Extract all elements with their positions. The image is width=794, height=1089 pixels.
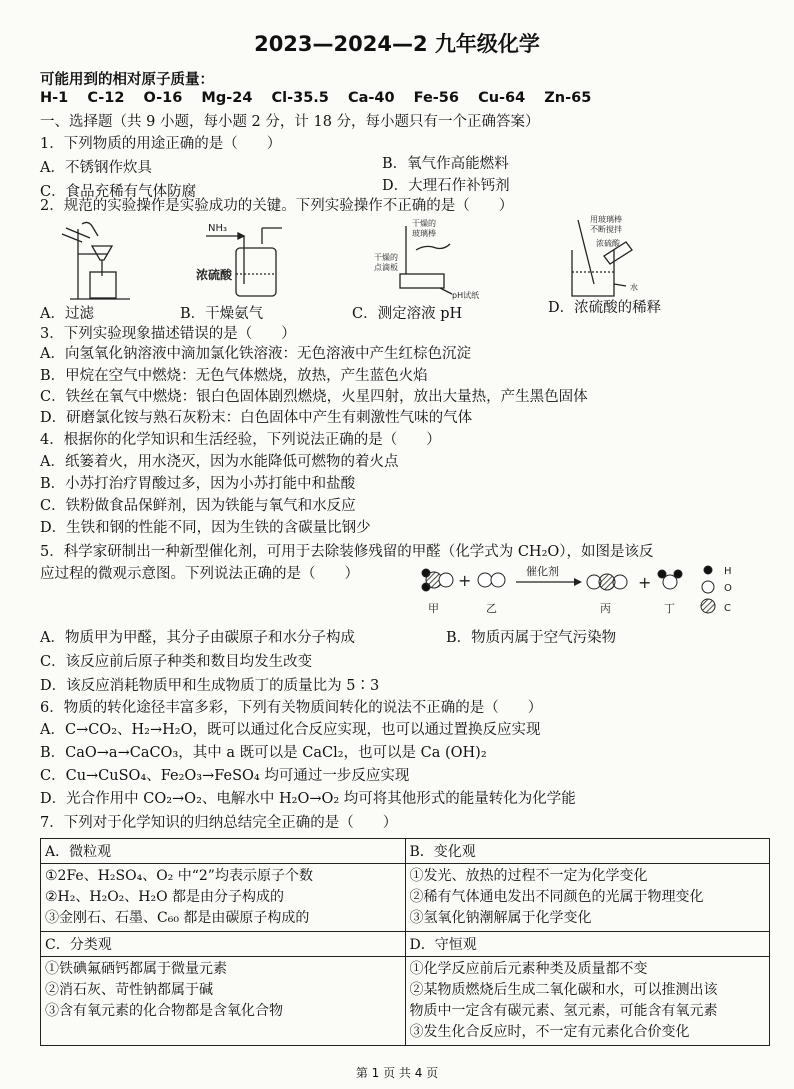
catalyst-label: 催化剂 (526, 565, 559, 578)
q7-d-item-1: ①化学反应前后元素种类及质量都不变 (409, 961, 648, 977)
q2-figures (0, 214, 794, 304)
atom-legend (701, 566, 715, 613)
q1-option-b: B．氧气作高能燃料 (382, 156, 509, 172)
q4-option-c: C．铁粉做食品保鲜剂，因为铁能与氧气和水反应 (40, 498, 356, 514)
label-ding: 丁 (664, 602, 675, 615)
mass-zn: Zn-65 (544, 90, 592, 106)
q2-option-a: A．过滤 (40, 306, 94, 322)
dry-dish-label-1: 干燥的 (374, 253, 398, 262)
stir-label-2: 不断搅拌 (590, 225, 622, 234)
q6-option-a: A．C→CO₂、H₂→H₂O，既可以通过化合反应实现，也可以通过置换反应实现 (40, 722, 541, 738)
q7-head-d: D．守恒观 (405, 932, 770, 957)
mass-cu: Cu-64 (478, 90, 526, 106)
label-yi: 乙 (486, 602, 497, 615)
filtration-figure (62, 222, 130, 299)
q7-b-item-2: ②稀有气体通电发出不同颜色的光属于物理变化 (409, 889, 704, 905)
q7-summary-table (40, 838, 770, 1046)
dry-rod-label-1: 干燥的 (412, 219, 436, 228)
ammonia-gas-label: NH₃ (208, 223, 228, 234)
q5-stem-2: 应过程的微观示意图。下列说法正确的是（ ） (40, 566, 359, 582)
q7-c-item-3: ③含有氧元素的化合物都是含氧化合物 (45, 1003, 283, 1019)
legend-o: O (724, 583, 732, 594)
q7-c-item-2: ②消石灰、苛性钠都属于碱 (45, 982, 213, 998)
q7-cell-d (405, 957, 770, 1046)
mass-h: H-1 (40, 90, 69, 106)
reaction-diagram (0, 560, 794, 620)
q7-d-item-2: ②某物质燃烧后生成二氧化碳和水，可以推测出该 (409, 982, 718, 998)
sulfuric-acid-label: 浓硫酸 (196, 268, 233, 282)
mass-c: C-12 (87, 90, 125, 106)
molecule-bing (587, 574, 627, 590)
q4-option-d: D．生铁和钢的性能不同，因为生铁的含碳量比钢少 (40, 520, 371, 536)
page-footer: 第 1 页 共 4 页 (355, 1066, 439, 1080)
q4-option-b: B．小苏打治疗胃酸过多，因为小苏打能中和盐酸 (40, 476, 356, 492)
stir-label-1: 用玻璃棒 (590, 215, 622, 224)
q1-stem: 1．下列物质的用途正确的是（ ） (40, 136, 282, 152)
legend-h: H (724, 566, 732, 577)
q3-option-d: D．研磨氯化铵与熟石灰粉末：白色固体中产生有刺激性气味的气体 (40, 410, 473, 426)
q2-option-c: C．测定溶液 pH (352, 306, 463, 322)
label-bing: 丙 (600, 602, 611, 615)
q3-option-c: C．铁丝在氧气中燃烧：银白色固体剧烈燃烧，火星四射，放出大量热，产生黑色固体 (40, 389, 588, 405)
q5-stem-1: 5．科学家研制出一种新型催化剂，可用于去除装修残留的甲醛（化学式为 CH₂O），如图是该反 (40, 544, 654, 560)
q7-head-c: C．分类观 (41, 932, 406, 957)
molecule-ding (658, 570, 682, 589)
q7-cell-b (405, 864, 770, 932)
q6-option-b: B．CaO→a→CaCO₃，其中 a 既可以是 CaCl₂，也可以是 Ca (OH)₂ (40, 745, 487, 761)
atomic-mass-label: 可能用到的相对原子质量： (40, 72, 214, 88)
dry-rod-label-2: 玻璃棒 (412, 229, 436, 238)
acid-label: 浓硫酸 (596, 239, 620, 248)
q7-c-item-1: ①铁碘氟硒钙都属于微量元素 (45, 961, 227, 977)
drying-bottle-figure (206, 228, 282, 296)
q7-a-item-3: ③金刚石、石墨、C₆₀ 都是由碳原子构成的 (45, 910, 310, 926)
plus-1: + (458, 571, 472, 590)
molecule-jia (422, 569, 453, 591)
reaction-arrowhead (574, 578, 582, 586)
dry-dish-label-2: 点滴板 (374, 263, 398, 272)
q7-cell-a (41, 864, 406, 932)
q3-option-b: B．甲烷在空气中燃烧：无色气体燃烧，放热，产生蓝色火焰 (40, 368, 428, 384)
q7-a-item-1: ①2Fe、H₂SO₄、O₂ 中“2”均表示原子个数 (45, 868, 313, 884)
mass-fe: Fe-56 (413, 90, 459, 106)
water-label: 水 (630, 283, 638, 292)
mass-o: O-16 (143, 90, 183, 106)
q7-a-item-2: ②H₂、H₂O₂、H₂O 都是由分子构成的 (45, 889, 285, 905)
q2-stem: 2．规范的实验操作是实验成功的关键。下列实验操作不正确的是（ ） (40, 198, 514, 214)
q7-cell-c (41, 957, 406, 1046)
section-heading: 一、选择题（共 9 小题，每小题 2 分，计 18 分，每小题只有一个正确答案） (40, 114, 540, 130)
q4-option-a: A．纸篓着火，用水浇灭，因为水能降低可燃物的着火点 (40, 454, 399, 470)
q5-option-b: B．物质丙属于空气污染物 (446, 630, 617, 646)
q3-option-a: A．向氢氧化钠溶液中滴加氯化铁溶液：无色溶液中产生红棕色沉淀 (40, 346, 471, 362)
q2-option-b: B．干燥氨气 (180, 306, 264, 322)
q6-option-d: D．光合作用中 CO₂→O₂、电解水中 H₂O→O₂ 均可将其他形式的能量转化为化学能 (40, 791, 576, 807)
q7-d-item-4: ③发生化合反应时，不一定有元素化合价变化 (409, 1024, 690, 1040)
q6-option-c: C．Cu→CuSO₄、Fe₂O₃→FeSO₄ 均可通过一步反应实现 (40, 768, 410, 784)
q7-head-a: A．微粒观 (41, 839, 406, 864)
q1-option-d: D．大理石作补钙剂 (382, 178, 510, 194)
q5-option-a: A．物质甲为甲醛，其分子由碳原子和水分子构成 (40, 630, 355, 646)
ph-paper-label: pH试纸 (452, 291, 480, 300)
mass-mg: Mg-24 (201, 90, 253, 106)
q7-head-b: B．变化观 (405, 839, 770, 864)
mass-cl: Cl-35.5 (271, 90, 329, 106)
q2-option-d: D．浓硫酸的稀释 (548, 300, 662, 316)
q1-option-a: A．不锈钢作炊具 (40, 160, 152, 176)
q6-stem: 6．物质的转化途径丰富多彩，下列有关物质间转化的说法不正确的是（ ） (40, 700, 543, 716)
q7-b-item-3: ③氢氧化钠潮解属于化学变化 (409, 910, 592, 926)
exam-title: 2023—2024—2 九年级化学 (254, 32, 540, 56)
q3-stem: 3．下列实验现象描述错误的是（ ） (40, 326, 296, 342)
label-jia: 甲 (428, 602, 439, 615)
q7-b-item-1: ①发光、放热的过程不一定为化学变化 (409, 868, 648, 884)
q5-option-d: D．该反应消耗物质甲和生成物质丁的质量比为 5∶3 (40, 678, 380, 694)
q4-stem: 4．根据你的化学知识和生活经验，下列说法正确的是（ ） (40, 432, 441, 448)
q1-option-c: C．食品充稀有气体防腐 (40, 184, 197, 200)
plus-2: + (638, 573, 652, 592)
q5-option-c: C．该反应前后原子种类和数目均发生改变 (40, 654, 313, 670)
atomic-mass-list (40, 90, 605, 106)
mass-ca: Ca-40 (347, 90, 395, 106)
legend-c: C (724, 603, 731, 614)
molecule-yi (478, 573, 505, 587)
q7-d-item-3: 物质中一定含有碳元素、氢元素，可能含有氧元素 (409, 1003, 718, 1019)
q7-stem: 7．下列对于化学知识的归纳总结完全正确的是（ ） (40, 815, 398, 831)
